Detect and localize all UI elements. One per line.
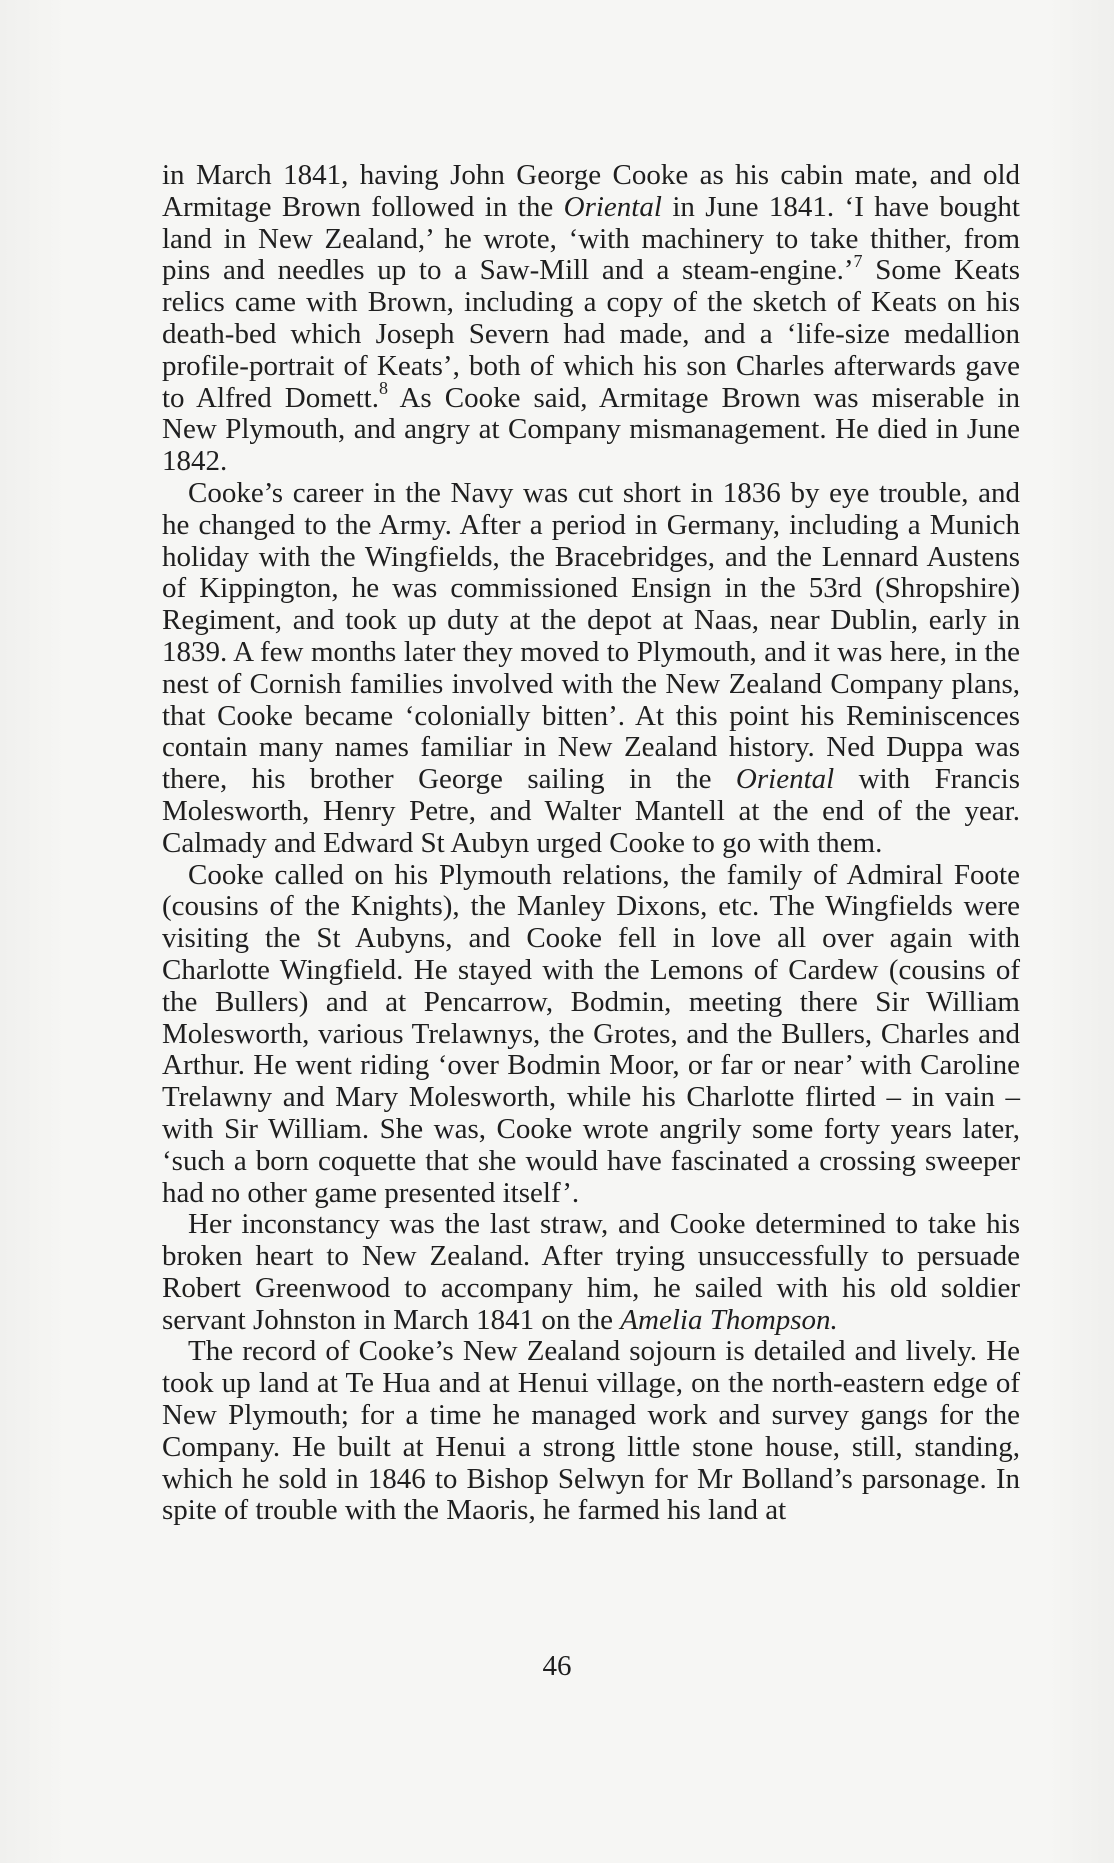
- paragraph-2: [162, 478, 1020, 860]
- text-run: Her inconstancy was the last straw, and Cooke determined to take his broken heart to New Zealand. After trying unsuccessfully to persuade Robert Greenwood to accompany him, he sailed with his old soldier servant Johnston in March 1841 on the: [162, 1208, 1020, 1336]
- italic-text: Amelia Thompson.: [620, 1303, 838, 1336]
- paragraph-3: [162, 860, 1020, 1210]
- text-run: Some Keats relics came with Brown, including a copy of the sketch of Keats on his death-bed which Joseph Severn had made, and a ‘life-size medallion profile-portrait of Keats’, both of which his son Charles afterwards gave to Alfred Domett.: [162, 254, 1020, 414]
- text-run: in March 1841, having John George Cooke as his cabin mate, and old Armitage Brown followed in the: [162, 159, 1020, 223]
- italic-text: Oriental: [563, 190, 662, 223]
- text-run: Cooke’s career in the Navy was cut short in 1836 by eye trouble, and he changed to the Army. After a period in Germany, including a Munich holiday with the Wingfields, the Bracebridges, and the Lennard Austens of Kippington, he was commissioned Ensign in the 53rd (Shropshire) Regiment, and took up duty at the depot at Naas, near Dublin, early in 1839. A few months later they moved to Plymouth, and it was here, in the nest of Cornish families involved with the New Zealand Company plans, that Cooke became ‘colonially bitten’. At this point his Reminiscences contain many names familiar in New Zealand history. Ned Duppa was there, his brother George sailing in the: [162, 476, 1020, 796]
- paragraph-5: [162, 1336, 1020, 1527]
- page-number: 46: [542, 1650, 572, 1682]
- paragraph-4: [162, 1209, 1020, 1336]
- text-run: in June 1841. ‘I have bought land in New Zealand,’ he wrote, ‘with machinery to take thither, from pins and needles up to a Saw-Mill and a steam-engine.’: [162, 190, 1020, 287]
- text-run: Cooke called on his Plymouth relations, the family of Admiral Foote (cousins of the Knights), the Manley Dixons, etc. The Wingfields were visiting the St Aubyns, and Cooke fell in love all over again with Charlotte Wingfield. He stayed with the Lemons of Cardew (cousins of the Bullers) and at Pencarrow, Bodmin, meeting there Sir William Molesworth, various Trelawnys, the Grotes, and the Bullers, Charles and Arthur. He went riding ‘over Bodmin Moor, or far or near’ with Caroline Trelawny and Mary Molesworth, while his Charlotte flirted – in vain – with Sir William. She was, Cooke wrote angrily some forty years later, ‘such a born coquette that she would have fascinated a crossing sweeper had no other game presented itself’.: [162, 858, 1020, 1209]
- footnote-marker: 7: [853, 250, 863, 271]
- paragraph-1: [162, 160, 1020, 478]
- footnote-marker: 8: [379, 377, 388, 398]
- body-text: [162, 160, 1020, 1527]
- italic-text: Oriental: [735, 763, 835, 796]
- text-run: As Cooke said, Armitage Brown was miserable in New Plymouth, and angry at Company mismanagement. He died in June 1842.: [162, 381, 1020, 478]
- text-run: with Francis Molesworth, Henry Petre, and Walter Mantell at the end of the year. Calmady and Edward St Aubyn urged Cooke to go with them.: [162, 763, 1020, 859]
- text-run: The record of Cooke’s New Zealand sojourn is detailed and lively. He took up land at Te Hua and at Henui village, on the north-eastern edge of New Plymouth; for a time he managed work and survey gangs for the Company. He built at Henui a strong little stone house, still, standing, which he sold in 1846 to Bishop Selwyn for Mr Bolland’s parsonage. In spite of trouble with the Maoris, he farmed his land at: [162, 1335, 1020, 1527]
